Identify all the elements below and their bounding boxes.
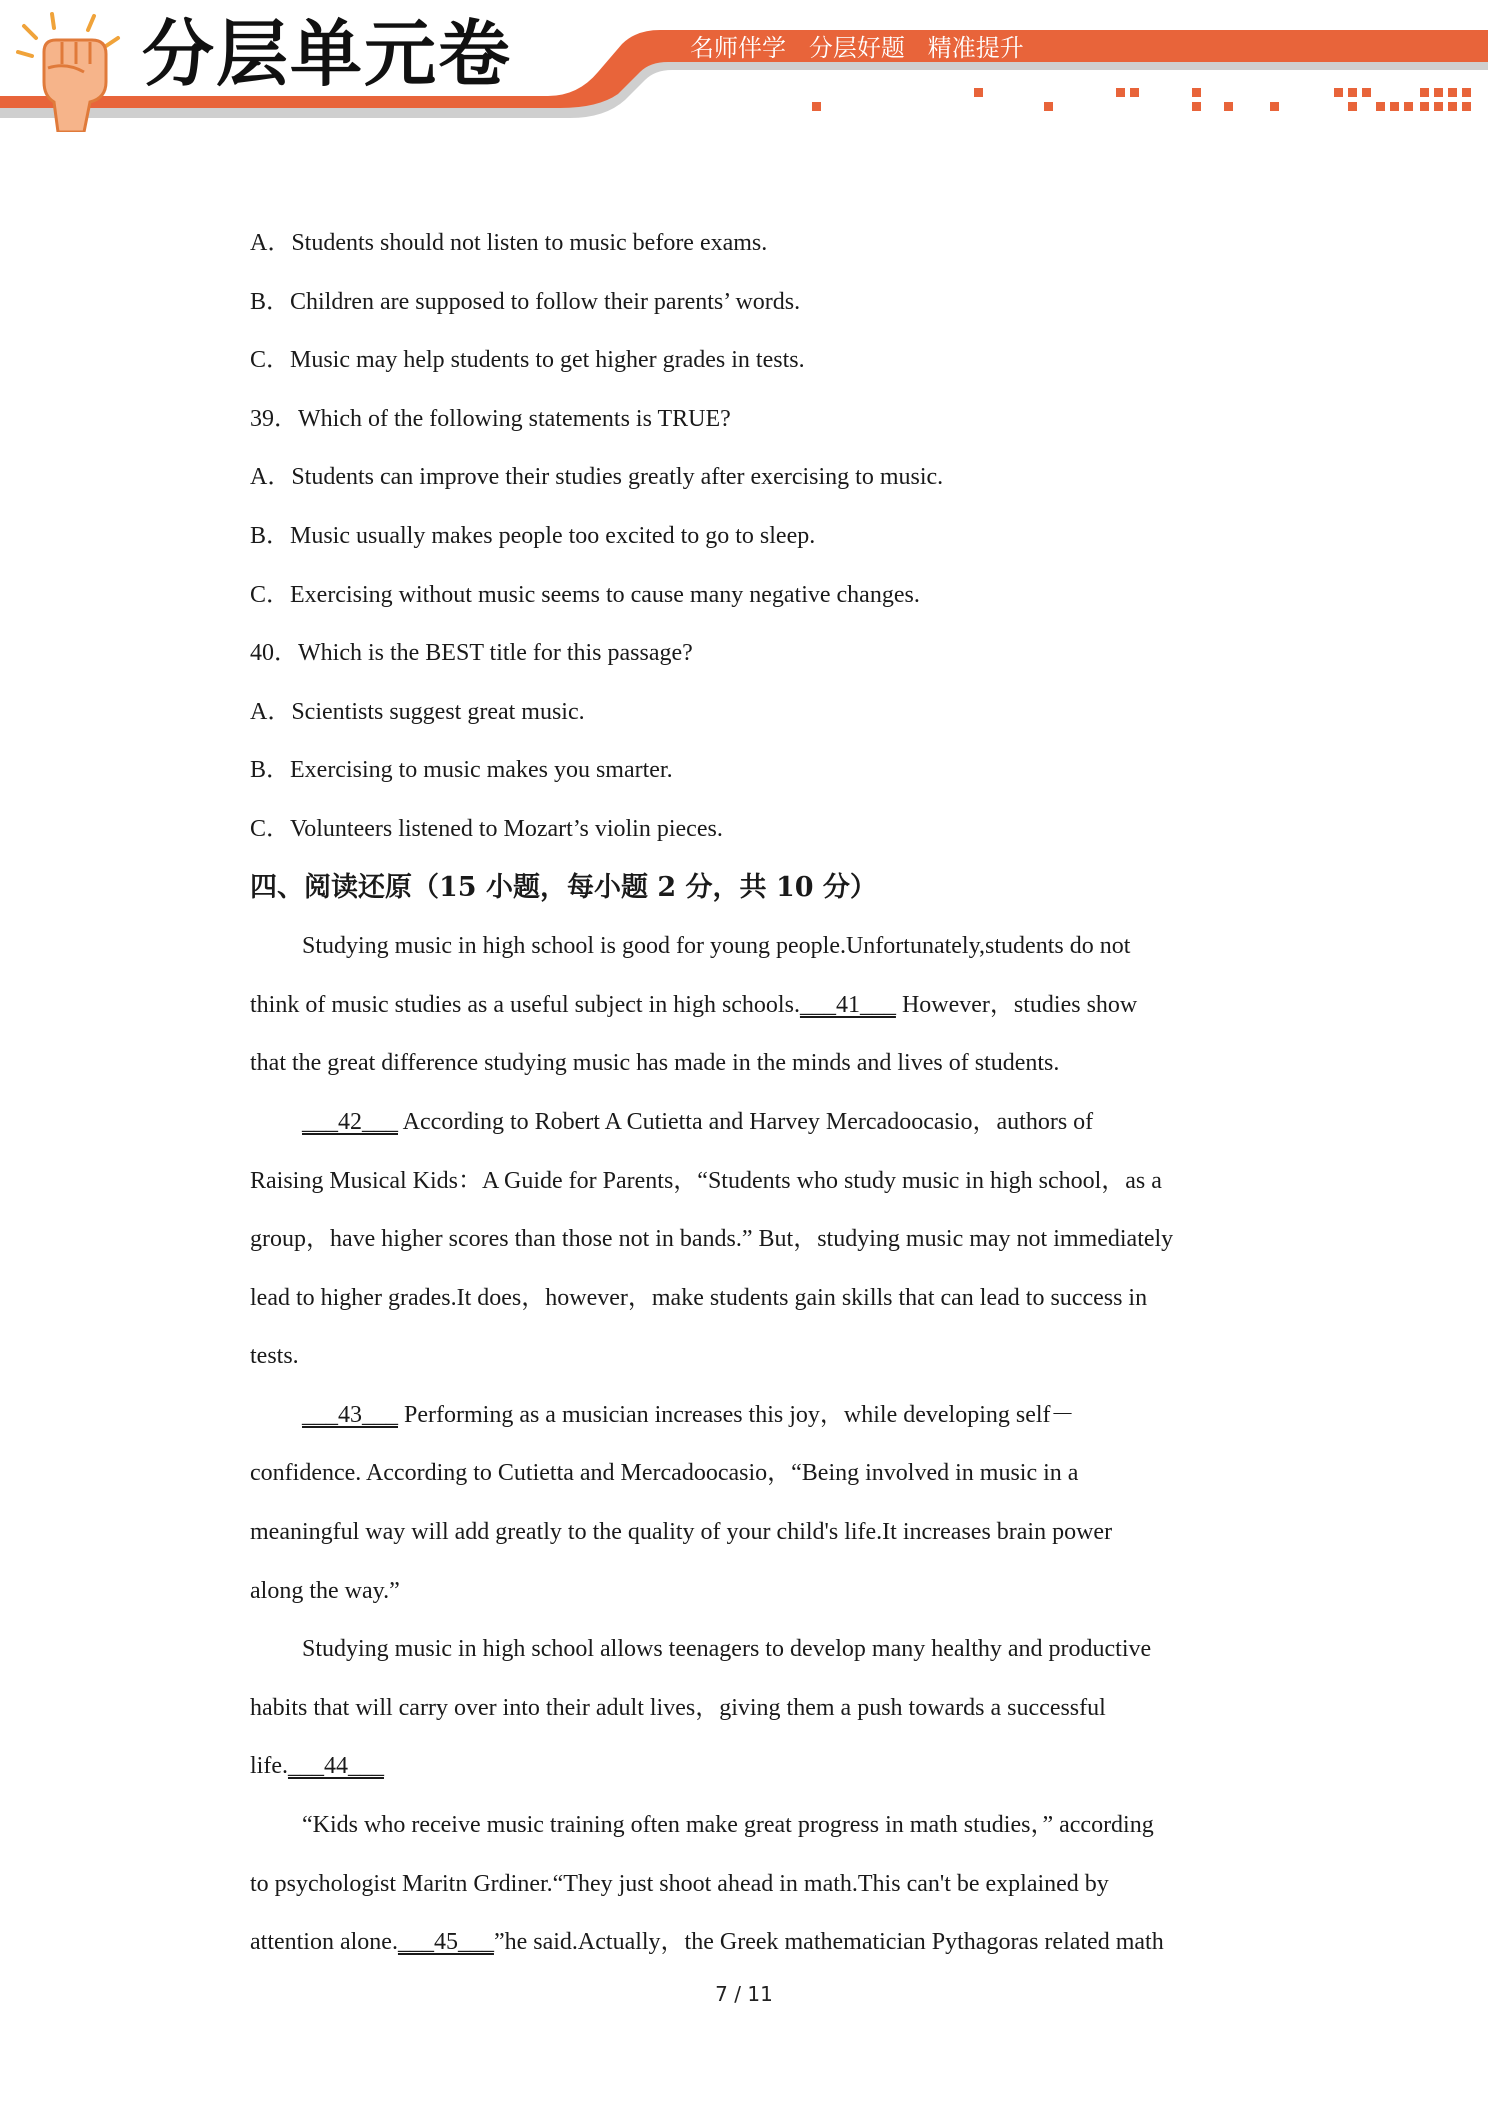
text-line: group，have higher scores than those not in bands.” But，studying music may not immediately	[250, 1226, 1174, 1253]
option-line: B．Exercising to music makes you smarter.	[250, 757, 673, 784]
text-span: ”he said.Actually，the Greek mathematician Pythagoras related math	[493, 1929, 1164, 1956]
text-span: attention alone.	[250, 1929, 398, 1956]
option-line: A．Students can improve their studies greatly after exercising to music.	[250, 464, 944, 491]
question-40: 40．Which is the BEST title for this passage?	[250, 640, 693, 667]
fist-icon	[14, 12, 134, 132]
text-line: to psychologist Maritn Grdiner.“They just shoot ahead in math.This can't be explained by	[250, 1870, 1109, 1897]
text-line: Raising Musical Kids：A Guide for Parents，“Students who study music in high school，as a	[250, 1167, 1162, 1194]
option-line: C．Exercising without music seems to cause many negative changes.	[250, 581, 920, 608]
text-line	[250, 1093, 1240, 1152]
text-line	[250, 1386, 1240, 1445]
text-line: tests.	[250, 1343, 299, 1370]
paragraph-3	[250, 1386, 1240, 1620]
text-span: However，studies show	[895, 991, 1138, 1018]
option-line: C．Music may help students to get higher grades in tests.	[250, 347, 805, 374]
blank-42: ___42___	[302, 1108, 398, 1135]
text-span: life.	[250, 1753, 288, 1780]
text-line: Studying music in high school is good for young people.Unfortunately,students do not	[302, 933, 1131, 960]
text-line	[250, 1913, 1240, 1972]
page-number: 7 / 11	[715, 1982, 773, 2006]
option-line: B．Children are supposed to follow their parents’ words.	[250, 288, 801, 315]
blank-45: ___45___	[397, 1929, 494, 1956]
option-line: A．Students should not listen to music before exams.	[250, 230, 768, 256]
text-line: confidence. According to Cutietta and Mercadoocasio，“Being involved in music in a	[250, 1460, 1079, 1487]
brand-title: 分层单元卷	[142, 12, 513, 96]
option-line: B．Music usually makes people too excited to go to sleep.	[250, 522, 816, 549]
blank-44: ___44___	[287, 1753, 384, 1780]
paragraph-1	[250, 917, 1240, 1093]
header-slogan: 名师伴学 分层好题 精准提升	[690, 34, 1024, 62]
text-line	[250, 976, 1240, 1035]
text-line: lead to higher grades.It does，however，make students gain skills that can lead to success in	[250, 1284, 1148, 1311]
page-content	[250, 214, 1240, 1972]
option-line: C．Volunteers listened to Mozart’s violin pieces.	[250, 815, 723, 842]
blank-43: ___43___	[302, 1401, 398, 1428]
paragraph-5	[250, 1796, 1240, 1972]
paragraph-4	[250, 1620, 1240, 1796]
question-39: 39．Which of the following statements is TRUE?	[250, 405, 731, 432]
text-line: that the great difference studying music has made in the minds and lives of students.	[250, 1050, 1060, 1077]
blank-41: ___41___	[799, 991, 896, 1018]
paragraph-2	[250, 1093, 1240, 1386]
text-span: Performing as a musician increases this joy，while developing self－	[398, 1401, 1075, 1428]
text-line: “Kids who receive music training often make great progress in math studies，” according	[302, 1812, 1154, 1839]
section-heading: 四、阅读还原（15 小题，每小题 2 分，共 10 分）	[250, 871, 877, 903]
text-line: habits that will carry over into their adult lives，giving them a push towards a successful	[250, 1694, 1106, 1721]
text-line	[250, 1737, 1240, 1796]
option-line: A．Scientists suggest great music.	[250, 698, 585, 725]
page-header	[0, 0, 1488, 140]
text-span: According to Robert A Cutietta and Harvey Mercadoocasio，authors of	[398, 1108, 1094, 1135]
text-span: think of music studies as a useful subject in high schools.	[250, 991, 800, 1018]
text-line: meaningful way will add greatly to the quality of your child's life.It increases brain power	[250, 1519, 1113, 1546]
text-line: along the way.”	[250, 1577, 400, 1604]
text-line: Studying music in high school allows teenagers to develop many healthy and productive	[302, 1636, 1152, 1663]
